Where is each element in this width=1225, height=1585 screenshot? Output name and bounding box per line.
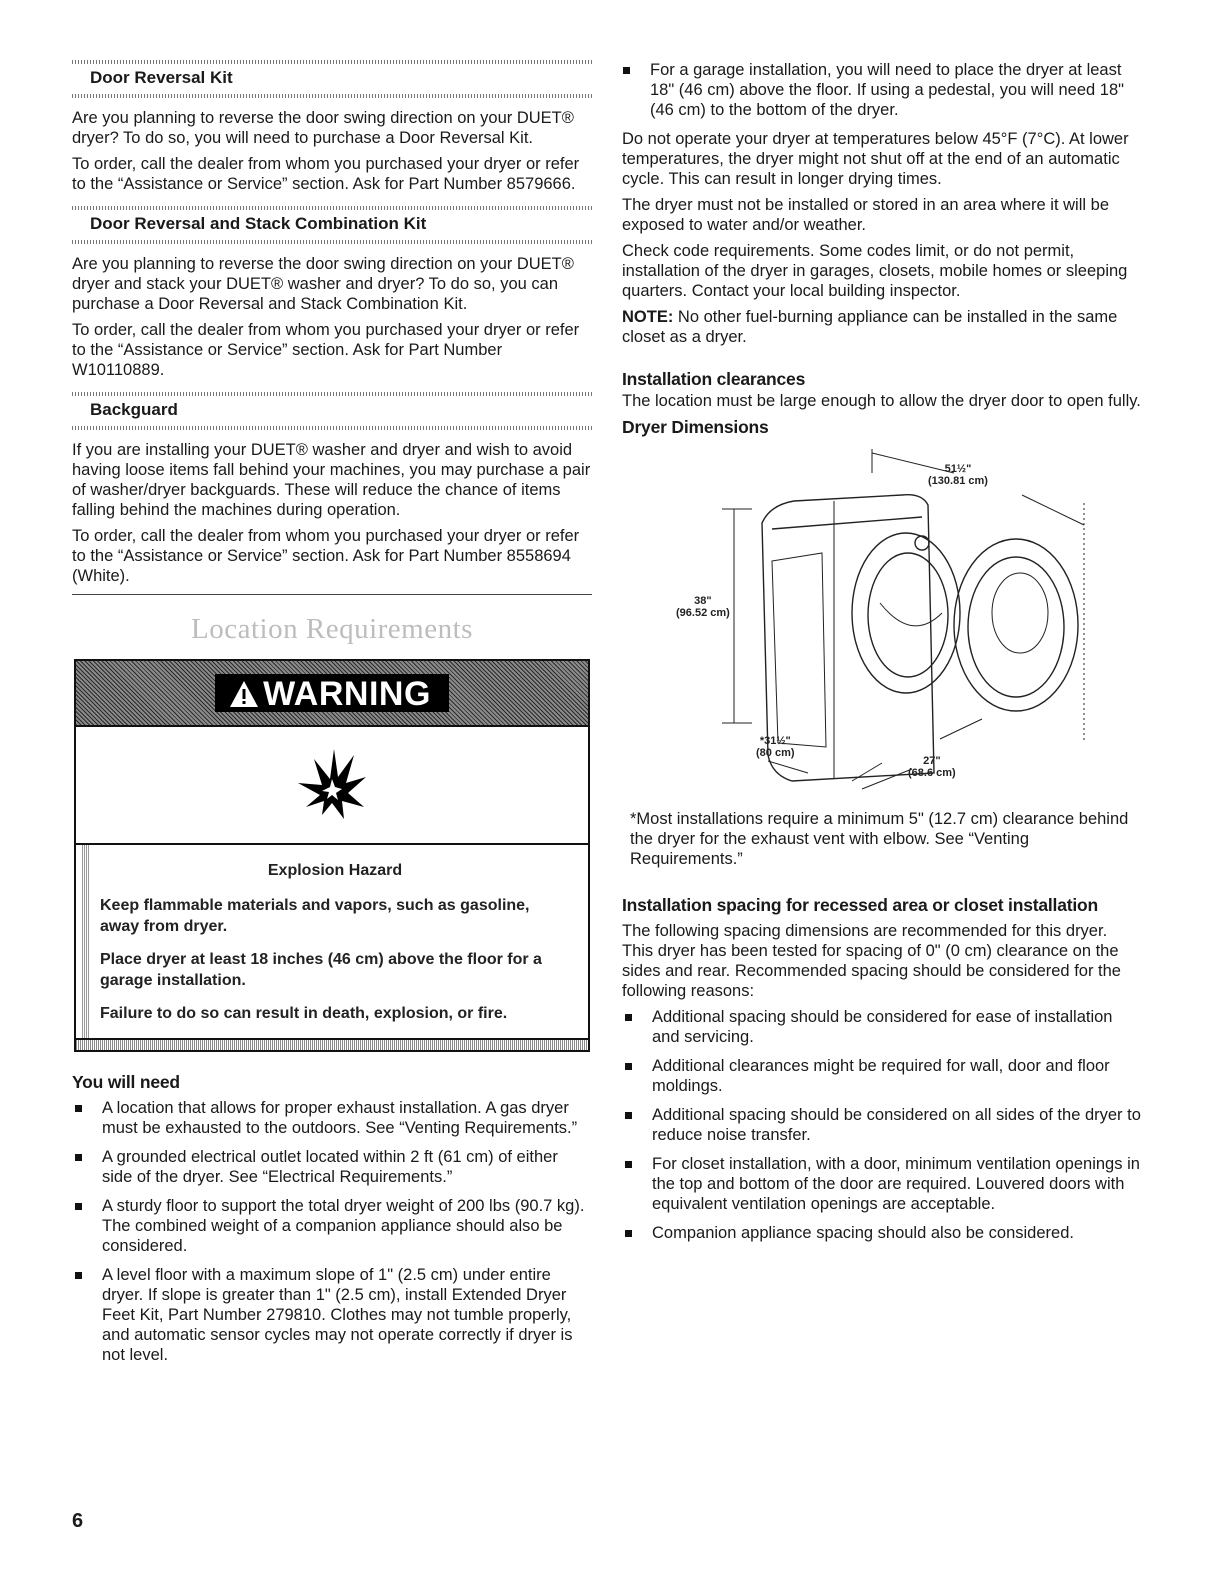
page-number: 6	[72, 1510, 84, 1532]
paragraph: The dryer must not be installed or stored in an area where it will be exposed to water and/or weather.	[622, 196, 1109, 234]
spacing-title: Installation spacing for recessed area or closet installation	[622, 895, 1099, 915]
warning-line: Keep flammable materials and vapors, such as gasoline, away from dryer.	[100, 897, 530, 935]
dim-width-open	[928, 463, 988, 487]
dim-value: *31½"	[759, 735, 791, 747]
warning-footer	[76, 1038, 588, 1050]
list-item: A grounded electrical outlet located within 2 ft (61 cm) of either side of the dryer. See “Electrical Requirements.”	[72, 1147, 592, 1187]
paragraph: Check code requirements. Some codes limit, or do not permit, installation of the dryer in garages, closets, mobile homes or sleeping quarters. Contact your local building inspector.	[622, 242, 1128, 300]
you-will-need-title: You will need	[72, 1072, 180, 1092]
dim-height	[676, 595, 730, 619]
dim-value: 27"	[923, 755, 941, 767]
dryer-dimensions-title: Dryer Dimensions	[622, 417, 769, 437]
hatch-rule	[72, 240, 592, 244]
door-reversal-section	[72, 60, 592, 194]
warning-label	[215, 674, 449, 712]
warning-word: WARNING	[263, 675, 431, 713]
dryer-illustration	[622, 443, 1142, 803]
section-title: Door Reversal and Stack Combination Kit	[90, 214, 427, 233]
left-column	[72, 60, 592, 1374]
list-item: Additional clearances might be required for wall, door and floor moldings.	[622, 1056, 1142, 1096]
location-requirements-title: Location Requirements	[191, 613, 473, 645]
explosion-icon-area	[76, 725, 588, 845]
note-paragraph	[622, 307, 1142, 347]
dim-value-metric: (68.6 cm)	[908, 767, 956, 779]
dim-value-metric: (130.81 cm)	[928, 475, 988, 487]
installation-clearances-title: Installation clearances	[622, 369, 806, 389]
note-label: NOTE:	[622, 308, 674, 326]
backguard-section	[72, 392, 592, 595]
hazard-title: Explosion Hazard	[267, 862, 403, 879]
warning-body	[76, 845, 588, 1038]
list-item: Companion appliance spacing should also be considered.	[622, 1223, 1142, 1243]
paragraph: Are you planning to reverse the door swing direction on your DUET® dryer? To do so, you will need to purchase a Door Reversal Kit.	[72, 109, 574, 147]
paragraph: The location must be large enough to allow the dryer door to open fully.	[622, 392, 1141, 410]
hatch-rule	[72, 94, 592, 98]
combo-kit-section	[72, 206, 592, 380]
dimension-footnote: *Most installations require a minimum 5" (12.7 cm) clearance behind the dryer for the exhaust vent with elbow. See “Venting Requirements.”	[630, 810, 1129, 868]
warning-line: Place dryer at least 18 inches (46 cm) above the floor for a garage installation.	[100, 951, 542, 989]
hatch-rule	[72, 426, 592, 430]
paragraph: To order, call the dealer from whom you purchased your dryer or refer to the “Assistance or Service” section. Ask for Part Number 8558694 (White).	[72, 527, 580, 585]
spacing-reasons-list	[622, 1007, 1142, 1243]
section-title: Door Reversal Kit	[90, 68, 233, 87]
dim-width	[908, 755, 956, 779]
dryer-dimensions-diagram	[622, 443, 1142, 803]
dim-depth	[756, 735, 795, 759]
right-column	[622, 60, 1142, 1252]
paragraph: To order, call the dealer from whom you purchased your dryer or refer to the “Assistance or Service” section. Ask for Part Number W10110889.	[72, 321, 580, 379]
list-item: For closet installation, with a door, minimum ventilation openings in the top and bottom of the door are required. Louvered doors with equivalent ventilation openings are acceptable.	[622, 1154, 1142, 1214]
list-item: For a garage installation, you will need to place the dryer at least 18" (46 cm) above the floor. If using a pedestal, you will need 18" (46 cm) to the bottom of the dryer.	[620, 60, 1142, 120]
warning-header	[76, 661, 588, 725]
dim-value: 51½"	[944, 463, 972, 475]
list-item: A sturdy floor to support the total dryer weight of 200 lbs (90.7 kg). The combined weight of a companion appliance should also be considered.	[72, 1196, 592, 1256]
you-will-need-list	[72, 1098, 592, 1365]
section-title: Backguard	[90, 400, 178, 419]
list-item: Additional spacing should be considered on all sides of the dryer to reduce noise transfer.	[622, 1105, 1142, 1145]
dim-value-metric: (80 cm)	[756, 747, 795, 759]
list-item: A level floor with a maximum slope of 1" (2.5 cm) under entire dryer. If slope is greater than 1" (2.5 cm), install Extended Dryer Feet Kit, Part Number 279810. Clothes may not tumble properly, and automatic sensor cycles may not operate correctly if dryer is not level.	[72, 1265, 592, 1365]
paragraph: If you are installing your DUET® washer and dryer and wish to avoid having loose items fall behind your machines, you may purchase a pair of washer/dryer backguards. These will reduce the chance of items falling behind the machines during operation.	[72, 441, 591, 519]
dim-value: 38"	[694, 595, 712, 607]
paragraph: Do not operate your dryer at temperatures below 45°F (7°C). At lower temperatures, the dryer might not shut off at the end of an automatic cycle. This can result in longer drying times.	[622, 130, 1129, 188]
note-text: No other fuel-burning appliance can be installed in the same closet as a dryer.	[622, 308, 1118, 346]
warning-line: Failure to do so can result in death, explosion, or fire.	[100, 1005, 508, 1022]
dim-value-metric: (96.52 cm)	[676, 607, 730, 619]
warning-box	[74, 659, 590, 1052]
warning-triangle-icon	[229, 680, 259, 708]
paragraph: The following spacing dimensions are recommended for this dryer. This dryer has been tested for spacing of 0" (0 cm) clearance on the sides and rear. Recommended spacing should be considered for the following reasons:	[622, 922, 1121, 1000]
paragraph: Are you planning to reverse the door swing direction on your DUET® dryer and stack your DUET® washer and dryer? To do so, you can purchase a Door Reversal and Stack Combination Kit.	[72, 255, 574, 313]
paragraph: To order, call the dealer from whom you purchased your dryer or refer to the “Assistance or Service” section. Ask for Part Number 8579666.	[72, 155, 580, 193]
divider	[72, 594, 592, 595]
list-item: A location that allows for proper exhaust installation. A gas dryer must be exhausted to the outdoors. See “Venting Requirements.”	[72, 1098, 592, 1138]
list-item: Additional spacing should be considered for ease of installation and servicing.	[622, 1007, 1142, 1047]
explosion-icon	[292, 745, 372, 825]
